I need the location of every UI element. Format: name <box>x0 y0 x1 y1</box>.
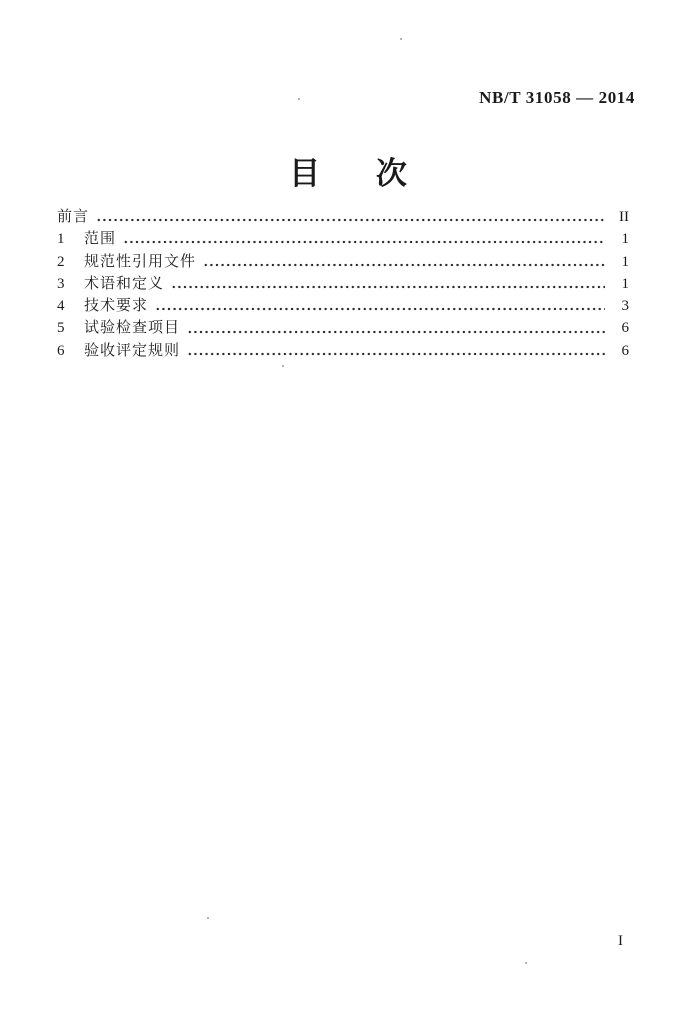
toc-entry-label: 规范性引用文件 <box>84 253 197 270</box>
toc-entry-label: 术语和定义 <box>84 275 165 292</box>
toc-entry-label: 前言 <box>57 209 90 225</box>
toc-entry-number: 3 <box>57 275 65 292</box>
toc-entry-page: 1 <box>621 275 629 292</box>
table-of-contents <box>57 206 629 362</box>
toc-entry[interactable] <box>57 251 629 273</box>
toc-entry-label: 验收评定规则 <box>84 342 181 359</box>
toc-entry[interactable] <box>57 340 629 362</box>
toc-entry-label: 试验检查项目 <box>84 320 181 337</box>
leader-dots <box>155 307 605 311</box>
toc-entry-page: 1 <box>621 231 629 248</box>
toc-entry-page: 1 <box>621 253 629 270</box>
leader-dots <box>187 352 605 356</box>
leader-dots <box>187 330 605 334</box>
standard-number: NB/T 31058 — 2014 <box>479 88 635 107</box>
scan-speck <box>298 98 300 100</box>
toc-entry[interactable] <box>57 206 629 228</box>
toc-entry-page: II <box>619 209 629 225</box>
toc-entry-number: 5 <box>57 320 65 337</box>
toc-entry-page: 3 <box>621 298 629 315</box>
toc-entry-label: 范围 <box>84 231 117 248</box>
toc-entry-number: 4 <box>57 298 65 315</box>
toc-entry[interactable] <box>57 228 629 250</box>
leader-dots <box>203 263 605 267</box>
toc-entry-number: 6 <box>57 342 65 359</box>
scan-speck <box>282 365 284 367</box>
leader-dots <box>171 285 605 289</box>
scan-speck <box>525 962 527 964</box>
page-title: 目 次 <box>289 156 408 191</box>
toc-entry-number: 1 <box>57 231 65 248</box>
toc-entry-page: 6 <box>621 342 629 359</box>
toc-entry[interactable] <box>57 273 629 295</box>
leader-dots <box>96 218 605 222</box>
toc-entry-page: 6 <box>621 320 629 337</box>
footer-page-number: I <box>618 933 623 949</box>
toc-entry-number: 2 <box>57 253 65 270</box>
toc-entry[interactable] <box>57 295 629 317</box>
toc-entry-label: 技术要求 <box>84 298 149 315</box>
scan-speck <box>400 38 402 40</box>
leader-dots <box>123 240 605 244</box>
toc-entry[interactable] <box>57 317 629 339</box>
scan-speck <box>207 917 209 919</box>
